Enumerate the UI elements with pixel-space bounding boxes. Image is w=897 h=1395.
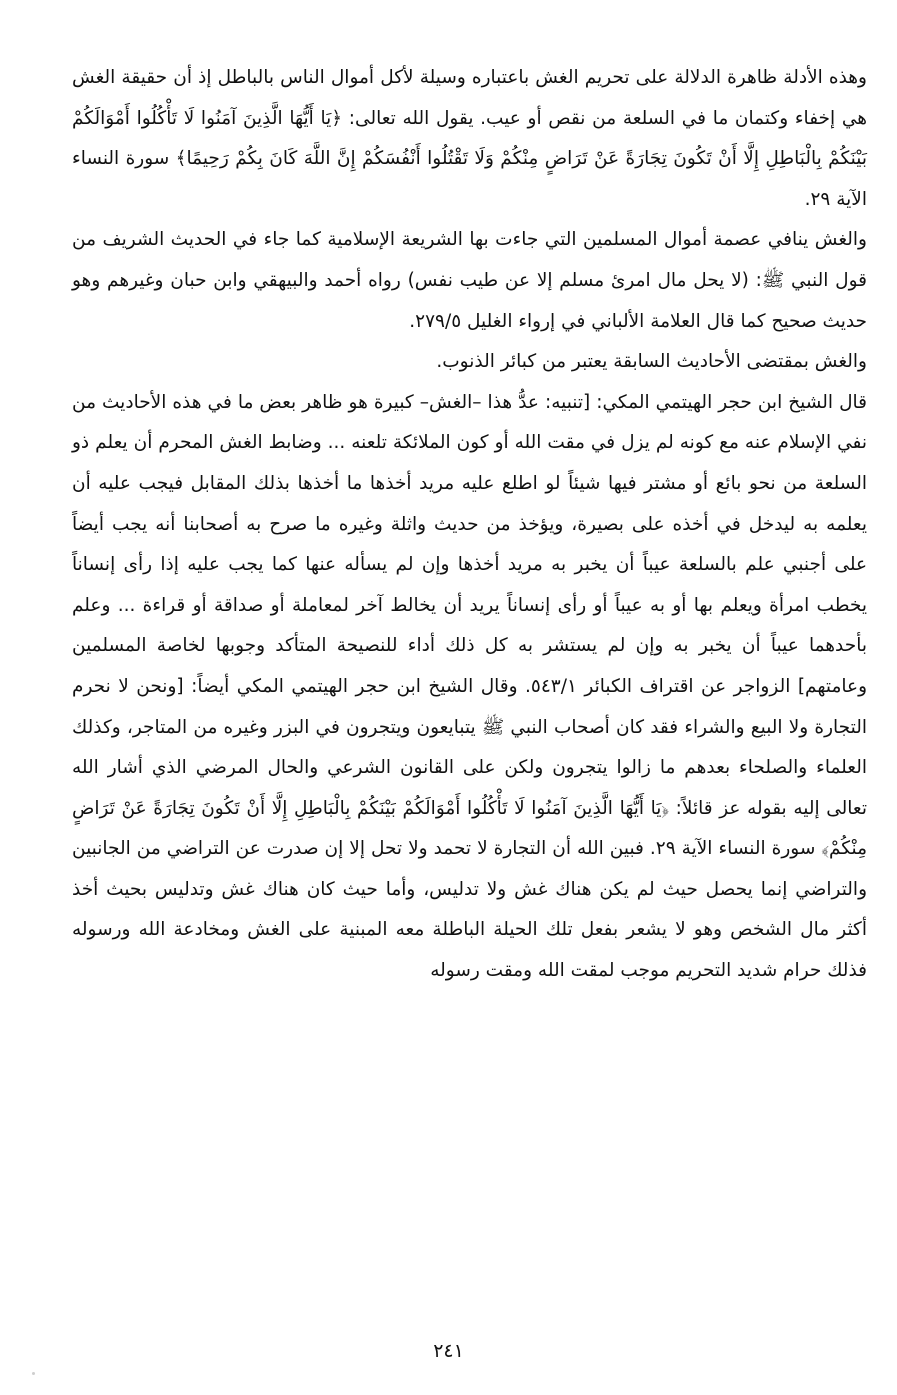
paragraph-quran-evidence: وهذه الأدلة ظاهرة الدلالة على تحريم الغش باعتباره وسيلة لأكل أموال الناس بالباطل إذ أن حقيقة الغش هي إخفاء وكتمان ما في السلعة من نقص أو عيب. يقول الله تعالى: ﴿يَا أَيُّهَا الَّذِينَ آمَنُوا لَا تَأْكُلُوا أَمْوَالَكُمْ بَيْنَكُمْ بِالْبَاطِلِ إِلَّا أَنْ تَكُونَ تِجَارَةً عَنْ تَرَاضٍ مِنْكُمْ وَلَا تَقْتُلُوا أَنْفُسَكُمْ إِنَّ اللَّهَ كَانَ بِكُمْ رَحِيمًا﴾ سورة النساء الآية ٢٩. [72, 67, 867, 210]
paragraph-major-sins: والغش بمقتضى الأحاديث السابقة يعتبر من كبائر الذنوب. [436, 351, 867, 373]
paragraph-hadith: والغش ينافي عصمة أموال المسلمين التي جاءت بها الشريعة الإسلامية كما جاء في الحديث الشريف من قول النبي ﷺ: (لا يحل مال امرئ مسلم إلا عن طيب نفس) رواه أحمد والبيهقي وابن حبان وغيرهم وهو حديث صحيح كما قال العلامة الألباني في إرواء الغليل ٢٧٩/٥. [72, 229, 867, 332]
scan-dot [32, 1372, 35, 1375]
body-text [72, 58, 867, 992]
page-number: ٢٤١ [433, 1340, 464, 1362]
paragraph-haytami-quote: قال الشيخ ابن حجر الهيتمي المكي: [تنبيه: عدُّ هذا –الغش– كبيرة هو ظاهر بعض ما في هذه الأحاديث من نفي الإسلام عنه مع كونه لم يزل في مقت الله أو كون الملائكة تلعنه ... وضابط الغش المحرم أن يعلم ذو السلعة من نحو بائع أو مشتر فيها شيئاً لو اطلع عليه مريد أخذها ما أخذها بذلك المقابل فيجب عليه أن يعلمه به ليدخل في أخذه على بصيرة، ويؤخذ من حديث واثلة وغيره ما صرح به أصحابنا أنه يجب أيضاً على أجنبي علم بالسلعة عيباً أن يخبر به مريد أخذها وإن لم يسأله عنها كما يجب عليه إذا رأى إنساناً يخطب امرأة ويعلم بها أو به عيباً أو رأى إنساناً يريد أن يخالط آخر لمعاملة أو صداقة أو قراءة ... وعلم بأحدهما عيباً أن يخبر به وإن لم يستشر به كل ذلك أداء للنصيحة المتأكد وجوبها لخاصة المسلمين وعامتهم] الزواجر عن اقتراف الكبائر ٥٤٣/١. وقال الشيخ ابن حجر الهيتمي المكي أيضاً: [ونحن لا نحرم التجارة ولا البيع والشراء فقد كان أصحاب النبي ﷺ يتبايعون ويتجرون في البزر وغيره من المتاجر، وكذلك العلماء والصلحاء بعدهم ما زالوا يتجرون ولكن على القانون الشرعي والحال المرضي الذي أشار الله تعالى إليه بقوله عز قائلاً: ﴿يَا أَيُّهَا الَّذِينَ آمَنُوا لَا تَأْكُلُوا أَمْوَالَكُمْ بَيْنَكُمْ بِالْبَاطِلِ إِلَّا أَنْ تَكُونَ تِجَارَةً عَنْ تَرَاضٍ مِنْكُمْ﴾ سورة النساء الآية ٢٩. فبين الله أن التجارة لا تحمد ولا تحل إلا إن صدرت عن التراضي من الجانبين والتراضي إنما يحصل حيث لم يكن هناك غش ولا تدليس، وأما حيث كان هناك غش وتدليس بحيث أخذ أكثر مال الشخص وهو لا يشعر بفعل تلك الحيلة الباطلة معه المبنية على الغش ومخادعة الله ورسوله فذلك حرام شديد التحريم موجب لمقت الله ومقت رسوله [72, 391, 867, 982]
